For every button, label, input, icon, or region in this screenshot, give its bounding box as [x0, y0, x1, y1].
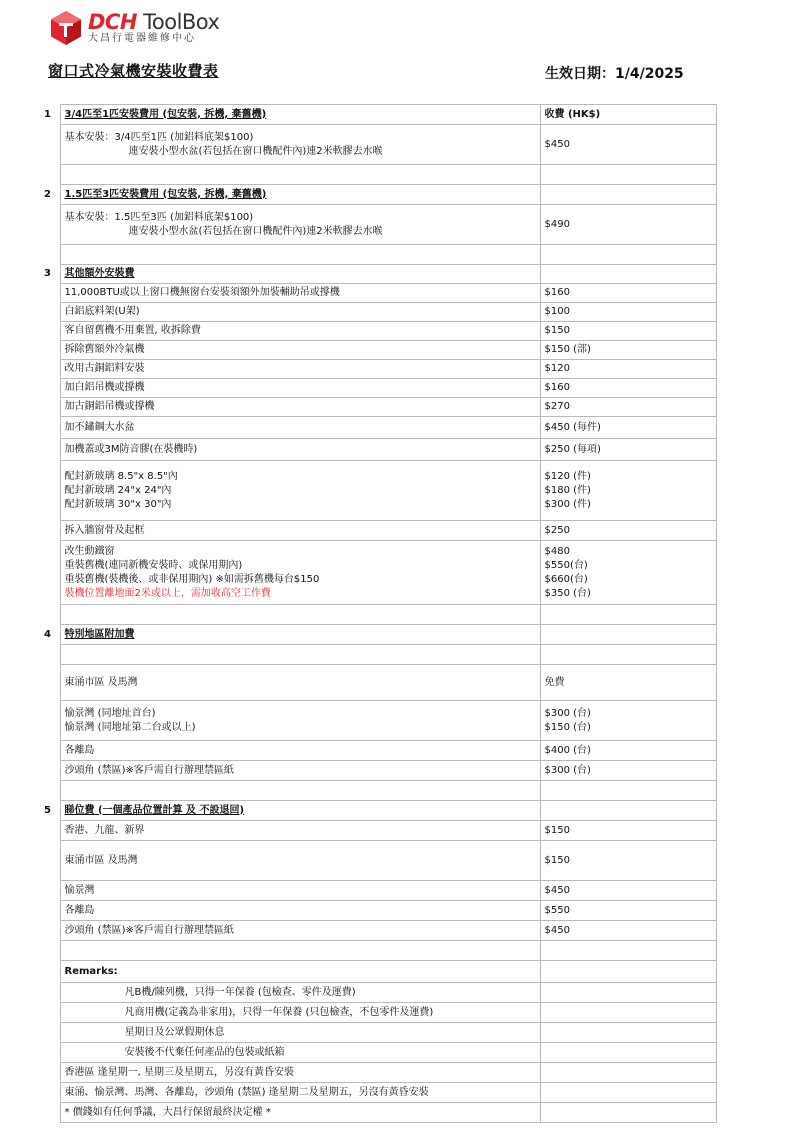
item-price: 免費 — [540, 665, 716, 701]
item-description: 加機蓋或3M防音膠(在裝機時) — [60, 439, 540, 461]
remarks-header-row — [44, 961, 716, 983]
item-description: 各離島 — [60, 741, 540, 761]
item-description: 各離島 — [60, 901, 540, 921]
item-price: $450 — [540, 881, 716, 901]
dch-hexagon-logo-icon — [48, 10, 84, 46]
table-row — [44, 701, 716, 741]
item-description: 拆入牆窗骨及起框 — [60, 521, 540, 541]
spacer-row — [44, 941, 716, 961]
remark-item: 安裝後不代棄任何產品的包裝或紙箱 — [60, 1043, 540, 1063]
section-number: 3 — [44, 268, 51, 279]
table-row — [44, 1103, 716, 1123]
item-price: $150 — [540, 841, 716, 881]
table-row — [44, 1003, 716, 1023]
item-price: $550 — [540, 901, 716, 921]
item-description: 白鋁底料架(U架) — [60, 303, 540, 322]
spacer-row — [44, 605, 716, 625]
item-price: $250 — [540, 521, 716, 541]
table-row — [44, 761, 716, 781]
table-row — [44, 341, 716, 360]
section-title: 睇位費 (一個產品位置計算 及 不設退回) — [60, 801, 540, 821]
table-row — [44, 983, 716, 1003]
item-description: 加古銅鋁吊機或撐機 — [60, 398, 540, 417]
table-row — [44, 541, 716, 605]
section-5-header-row — [44, 801, 716, 821]
item-description: 基本安裝：1.5匹至3匹 (加鋁料底架$100) 連安裝小型水盆(若包括在窗口機配件內)連2米軟膠去水喉 — [60, 205, 540, 245]
item-description: 沙頭角 (禁區)※客戶需自行辦理禁區紙 — [60, 761, 540, 781]
item-price: $120 — [540, 360, 716, 379]
item-price: $450 — [540, 125, 716, 165]
remarks-title: Remarks: — [60, 961, 540, 983]
section-1-header-row — [44, 105, 716, 125]
item-description: 拆除舊額外冷氣機 — [60, 341, 540, 360]
table-row — [44, 398, 716, 417]
item-price: $400 (台) — [540, 741, 716, 761]
item-description: 基本安裝：3/4匹至1匹 (加鋁料底架$100) 連安裝小型水盆(若包括在窗口機配件內)連2米軟膠去水喉 — [60, 125, 540, 165]
item-price: $150 — [540, 322, 716, 341]
item-description: 東涌市區 及馬灣 — [60, 665, 540, 701]
item-price: $490 — [540, 205, 716, 245]
table-row — [44, 1023, 716, 1043]
item-description: 香港、九龍、新界 — [60, 821, 540, 841]
table-row — [44, 417, 716, 439]
table-row — [44, 901, 716, 921]
item-price: $160 — [540, 379, 716, 398]
table-row — [44, 1063, 716, 1083]
table-row — [44, 322, 716, 341]
item-price: $250 (每項) — [540, 439, 716, 461]
item-price: $120 (件) $180 (件) $300 (件) — [540, 461, 716, 521]
item-price: $450 — [540, 921, 716, 941]
remark-item: 星期日及公眾假期休息 — [60, 1023, 540, 1043]
section-3-header-row — [44, 265, 716, 284]
table-row — [44, 379, 716, 398]
price-column-header: 收費 (HK$) — [540, 105, 716, 125]
brand-name: DCH ToolBox — [88, 10, 220, 34]
table-row — [44, 125, 716, 165]
spacer-row — [44, 645, 716, 665]
item-description: 東涌市區 及馬灣 — [60, 841, 540, 881]
item-price: $160 — [540, 284, 716, 303]
brand-subtitle: 大昌行電器維修中心 — [88, 33, 196, 44]
table-row — [44, 439, 716, 461]
table-row — [44, 1043, 716, 1063]
section-number: 5 — [44, 804, 51, 816]
table-row — [44, 205, 716, 245]
remark-item: 香港區 逢星期一, 星期三及星期五，另沒有黃昏安裝 — [60, 1063, 540, 1083]
item-price: $100 — [540, 303, 716, 322]
item-description: 11,000BTU或以上窗口機無窗台安裝須額外加裝輔助吊或撐機 — [60, 284, 540, 303]
item-description: 配封新玻璃 8.5"x 8.5"內 配封新玻璃 24"x 24"內 配封新玻璃 30"x 30"內 — [60, 461, 540, 521]
section-title: 其他額外安裝費 — [60, 265, 540, 284]
brand-logo — [48, 10, 219, 46]
section-2-header-row — [44, 185, 716, 205]
table-row — [44, 303, 716, 322]
section-number: 4 — [44, 628, 51, 640]
table-row — [44, 1083, 716, 1103]
remark-item: * 價錢如有任何爭議，大昌行保留最終決定權 * — [60, 1103, 540, 1123]
item-description: 愉景灣 (同地址首台) 愉景灣 (同地址第二台或以上) — [60, 701, 540, 741]
item-description: 加不鏽鋼大水盆 — [60, 417, 540, 439]
table-row — [44, 881, 716, 901]
table-row — [44, 741, 716, 761]
item-price: $450 (每件) — [540, 417, 716, 439]
item-description: 加白鋁吊機或撐機 — [60, 379, 540, 398]
item-price: $270 — [540, 398, 716, 417]
remark-item: 凡商用機(定義為非家用)，只得一年保養 (只包檢查，不包零件及運費) — [60, 1003, 540, 1023]
table-row — [44, 284, 716, 303]
section-number: 2 — [44, 188, 51, 200]
item-description: 愉景灣 — [60, 881, 540, 901]
remark-item: 東涌、愉景灣、馬灣、各離島，沙頭角 (禁區) 逢星期二及星期五，另沒有黃昏安裝 — [60, 1083, 540, 1103]
section-title: 特別地區附加費 — [60, 625, 540, 645]
spacer-row — [44, 245, 716, 265]
section-title: 1.5匹至3匹安裝費用 (包安裝, 拆機, 棄舊機) — [60, 185, 540, 205]
table-row — [44, 841, 716, 881]
item-price: $150 — [540, 821, 716, 841]
item-price: $150 (部) — [540, 341, 716, 360]
document-title: 窗口式冷氣機安裝收費表 — [48, 62, 219, 80]
item-price: $300 (台) — [540, 761, 716, 781]
table-row — [44, 821, 716, 841]
item-description: 改用古銅鋁料安裝 — [60, 360, 540, 379]
item-description: 客自留舊機不用棄置, 收拆除費 — [60, 322, 540, 341]
section-4-header-row — [44, 625, 716, 645]
item-price: $480 $550(台) $660(台) $350 (台) — [540, 541, 716, 605]
table-row — [44, 461, 716, 521]
section-title: 3/4匹至1匹安裝費用 (包安裝, 拆機, 棄舊機) — [60, 105, 540, 125]
spacer-row — [44, 781, 716, 801]
remark-item: 凡B機/陳列機，只得一年保養 (包檢查、零件及運費) — [60, 983, 540, 1003]
item-price: $300 (台) $150 (台) — [540, 701, 716, 741]
price-table — [44, 104, 717, 1123]
item-description: 沙頭角 (禁區)※客戶需自行辦理禁區紙 — [60, 921, 540, 941]
effective-date: 生效日期：1/4/2025 — [545, 66, 684, 82]
spacer-row — [44, 165, 716, 185]
item-description: 改生動鐵窗 重裝舊機(連同新機安裝時、或保用期內) 重裝舊機(裝機後、或非保用期內) ※如需拆舊機每台$150 裝機位置離地面2米或以上，需加收高空工作費 — [60, 541, 540, 605]
table-row — [44, 921, 716, 941]
table-row — [44, 521, 716, 541]
table-row — [44, 665, 716, 701]
table-row — [44, 360, 716, 379]
section-number: 1 — [44, 108, 51, 120]
